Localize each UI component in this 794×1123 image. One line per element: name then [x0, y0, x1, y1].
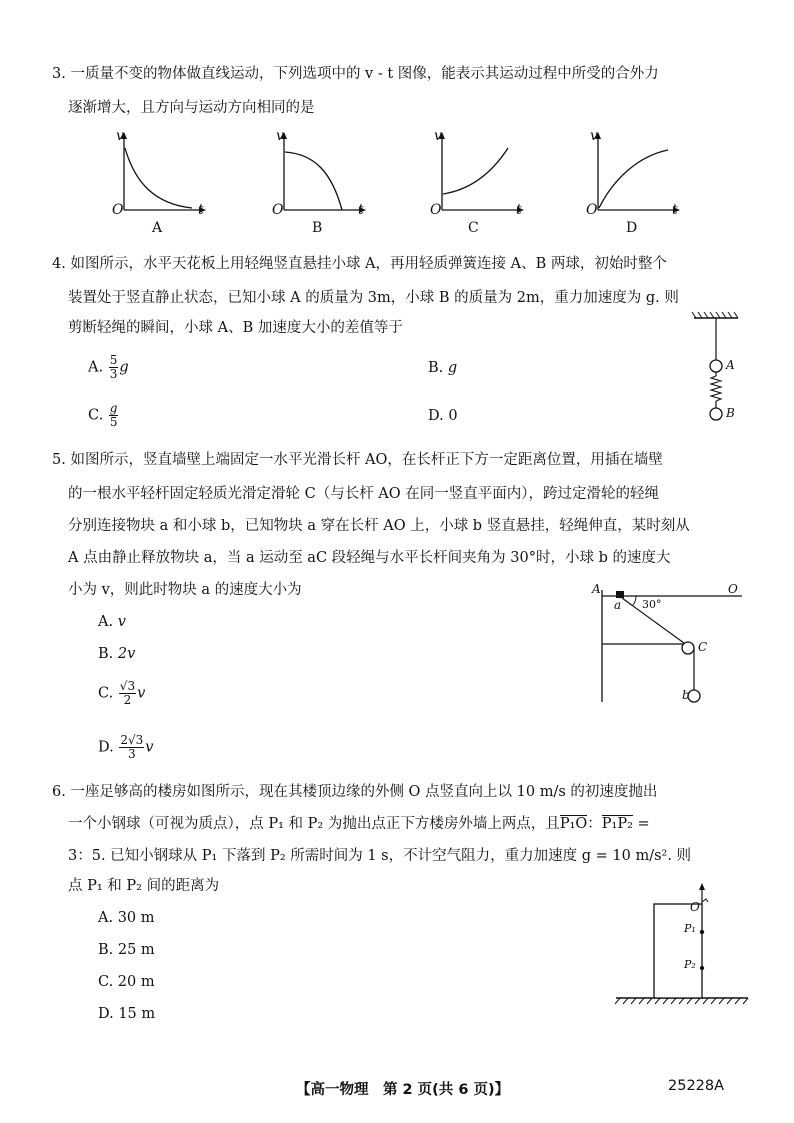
q5-option-b[interactable]: [98, 644, 135, 664]
q3-graph-d: [584, 128, 684, 218]
q4-option-a-fraction: [109, 354, 119, 381]
q6-option-d-text: 15 m: [118, 1006, 156, 1022]
q6-segment-p1o: P₁O: [559, 816, 588, 832]
q5-option-c-num: √3: [119, 679, 136, 693]
q5-fig-label-block-a: a: [614, 598, 622, 612]
q3-graph-a-origin: O: [112, 202, 124, 218]
q4-option-d-text: 0: [448, 408, 458, 424]
q3-graph-b-t: t: [358, 202, 364, 218]
q6-line4: 点 P₁ 和 P₂ 间的距离为: [68, 878, 220, 894]
q5-fig-label-b: b: [682, 688, 690, 702]
q6-fig-label-p2: P₂: [684, 958, 696, 971]
q3-graph-b-v: v: [276, 128, 284, 144]
q3-graph-d-v: v: [590, 128, 598, 144]
q4-line1: 4. 如图所示，水平天花板上用轻绳竖直悬挂小球 A，再用轻质弹簧连接 A、B 两球，初始时整个: [52, 256, 667, 272]
q3-graph-a-t: t: [198, 202, 204, 218]
q5-option-a[interactable]: [98, 612, 126, 632]
q6-option-c-prefix: C.: [98, 974, 114, 990]
q5-fig-label-a-point: A: [592, 582, 601, 596]
q4-option-c-fraction: [109, 402, 119, 429]
q3-graph-d-t: t: [672, 202, 678, 218]
q5-option-a-prefix: A.: [98, 614, 114, 630]
q6-option-a[interactable]: [98, 908, 155, 928]
q3-graph-a: [110, 128, 210, 218]
q6-option-b-text: 25 m: [117, 942, 155, 958]
q5-fig-label-angle: 30°: [642, 598, 662, 611]
q6-option-d[interactable]: [98, 1004, 155, 1024]
q3-graph-a-label: A: [152, 220, 163, 236]
page-footer-code: 25228A: [668, 1078, 725, 1094]
q5-option-b-prefix: B.: [98, 646, 114, 662]
q4-ball-b-label: B: [726, 406, 735, 420]
q6-line3: 3：5. 已知小钢球从 P₁ 下落到 P₂ 所需时间为 1 s，不计空气阻力，重力加速度 g = 10 m/s². 则: [68, 848, 692, 864]
q5-line5: 小为 v，则此时物块 a 的速度大小为: [68, 582, 302, 598]
q5-option-d[interactable]: [98, 734, 153, 761]
q4-option-b-text: g: [447, 360, 458, 376]
q5-option-d-prefix: D.: [98, 739, 114, 756]
q4-line3: 剪断轻绳的瞬间，小球 A、B 加速度大小的差值等于: [68, 320, 403, 336]
q3-graph-c-v: v: [434, 128, 442, 144]
q4-option-a-num: 5: [109, 353, 118, 367]
q6-line2: [68, 814, 650, 834]
q5-option-d-fraction: [119, 734, 144, 761]
q4-option-b[interactable]: [428, 358, 457, 378]
q6-option-b-prefix: B.: [98, 942, 114, 958]
q3-line1: 3. 一质量不变的物体做直线运动，下列选项中的 v - t 图像，能表示其运动过程中所受的合外力: [52, 66, 659, 82]
q5-option-c-prefix: C.: [98, 685, 114, 702]
q3-graph-c-t: t: [516, 202, 522, 218]
q6-option-c-text: 20 m: [117, 974, 155, 990]
q3-graph-c-origin: O: [430, 202, 442, 218]
q6-fig-label-o: O: [690, 900, 700, 914]
page-footer-title: 【高一物理 第 2 页(共 6 页)】: [296, 1082, 510, 1098]
q3-graph-b-origin: O: [272, 202, 284, 218]
q4-option-b-prefix: B.: [428, 360, 444, 376]
q4-option-d[interactable]: [428, 406, 458, 426]
q5-option-c[interactable]: [98, 680, 145, 707]
q3-graph-c: [428, 128, 528, 218]
q3-graph-d-label: D: [626, 220, 638, 236]
q5-line3: 分别连接物块 a 和小球 b，已知物块 a 穿在长杆 AO 上，小球 b 竖直悬挂，轻绳伸直，某时刻从: [68, 518, 690, 534]
q4-ball-a-label: A: [726, 358, 735, 372]
q5-line4: A 点由静止释放物块 a，当 a 运动至 aC 段轻绳与水平长杆间夹角为 30°时，小球 b 的速度大: [68, 550, 671, 566]
q6-option-a-prefix: A.: [98, 910, 114, 926]
q6-option-d-prefix: D.: [98, 1006, 114, 1022]
q5-fig-label-o: O: [728, 582, 738, 596]
q4-spring-figure: [690, 312, 750, 432]
q5-line1: 5. 如图所示，竖直墙壁上端固定一水平光滑长杆 AO，在长杆正下方一定距离位置，用插在墙壁: [52, 452, 663, 468]
q5-option-c-den: 2: [123, 693, 132, 707]
q3-graph-c-label: C: [468, 220, 479, 236]
q6-line2-equals: =: [632, 816, 650, 832]
q5-option-d-num: 2√3: [120, 733, 144, 747]
q6-option-b[interactable]: [98, 940, 155, 960]
q5-option-c-suffix: v: [137, 685, 146, 702]
q4-option-d-prefix: D.: [428, 408, 444, 424]
q4-option-a-prefix: A.: [88, 359, 104, 376]
q4-option-c-num: g: [109, 401, 118, 415]
q6-fig-label-p1: P₁: [684, 922, 696, 935]
q5-fig-label-c: C: [698, 640, 708, 654]
q3-line2: 逐渐增大，且方向与运动方向相同的是: [68, 100, 315, 116]
q5-option-c-fraction: [119, 680, 136, 707]
q5-option-a-text: v: [117, 614, 126, 630]
q4-option-a[interactable]: [88, 354, 129, 381]
q5-line2: 的一根水平轻杆固定轻质光滑定滑轮 C（与长杆 AO 在同一竖直平面内），跨过定滑轮的轻绳: [68, 486, 660, 502]
q3-graph-d-origin: O: [586, 202, 598, 218]
q4-line2: 装置处于竖直静止状态，已知小球 A 的质量为 3m，小球 B 的质量为 2m，重力加速度为 g. 则: [68, 290, 679, 306]
q6-option-c[interactable]: [98, 972, 155, 992]
q4-option-c[interactable]: [88, 402, 119, 429]
q3-graph-b: [270, 128, 370, 218]
q5-option-d-suffix: v: [145, 739, 154, 756]
q4-option-a-den: 3: [109, 367, 118, 381]
q4-option-a-suffix: g: [119, 359, 129, 376]
q3-graph-b-label: B: [312, 220, 323, 236]
q6-line2-text: 一个小钢球（可视为质点），点 P₁ 和 P₂ 为抛出点正下方楼房外墙上两点，且: [68, 816, 560, 832]
q6-line1: 6. 一座足够高的楼房如图所示，现在其楼顶边缘的外侧 O 点竖直向上以 10 m/s 的初速度抛出: [52, 784, 658, 800]
q6-ratio-colon: ：: [587, 816, 602, 832]
q5-option-d-den: 3: [127, 747, 136, 761]
q4-option-c-den: 5: [109, 415, 118, 429]
q4-option-c-prefix: C.: [88, 407, 104, 424]
q6-option-a-text: 30 m: [117, 910, 155, 926]
q3-graph-a-v: v: [116, 128, 124, 144]
q6-building-figure: [612, 880, 752, 1010]
q6-segment-p1p2: P₁P₂: [601, 816, 633, 832]
q5-option-b-text: 2v: [117, 646, 136, 662]
